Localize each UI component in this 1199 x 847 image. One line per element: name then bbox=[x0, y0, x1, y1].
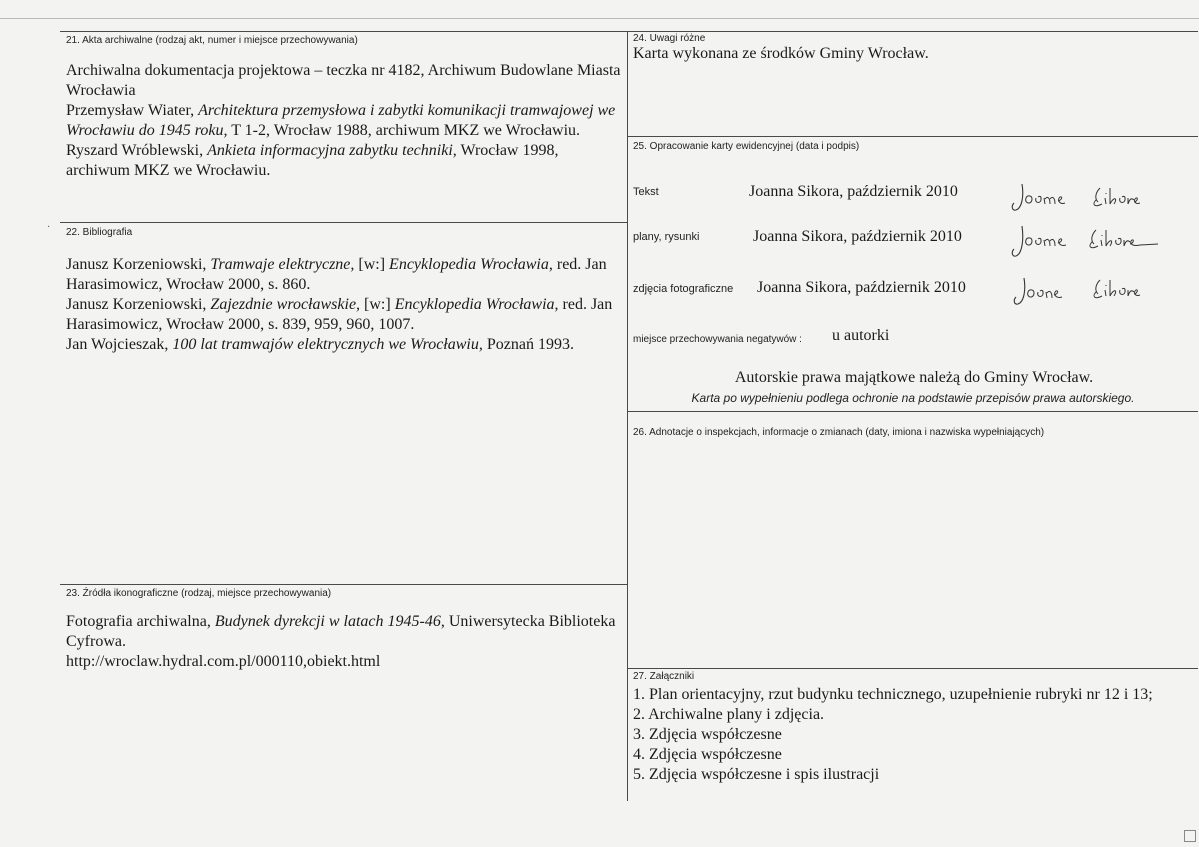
s22-entry-1-author: Janusz Korzeniowski, bbox=[66, 256, 211, 273]
s25-row-3-label: zdjęcia fotograficzne bbox=[633, 283, 734, 295]
s25-row-3-value: Joanna Sikora, październik 2010 bbox=[757, 279, 966, 296]
scan-edge-mark: · bbox=[47, 222, 51, 233]
s23-entry-1-rest: , Uniwersytecka Biblioteka Cyfrowa. bbox=[66, 613, 616, 650]
top-border bbox=[0, 18, 1199, 19]
s26-header: 26. Adnotacje o inspekcjach, informacje o zmianach (daty, imiona i nazwiska wypełniających) bbox=[633, 427, 1045, 438]
s27-item-5: 5. Zdjęcia współczesne i spis ilustracji bbox=[633, 766, 880, 783]
s21-entry-3-title: Ankieta informacyjna zabytku techniki, bbox=[207, 142, 457, 159]
rule-s22-s23 bbox=[60, 584, 627, 585]
s25-row-2-label: plany, rysunki bbox=[633, 231, 700, 243]
rule-s25-s26 bbox=[628, 411, 1198, 412]
s22-entry-3 bbox=[66, 335, 621, 355]
s27-header: 27. Załączniki bbox=[633, 671, 695, 682]
s21-entry-2 bbox=[66, 101, 621, 141]
s22-entry-3-title: 100 lat tramwajów elektrycznych we Wrocławiu, bbox=[172, 336, 483, 353]
s22-header: 22. Bibliografia bbox=[66, 227, 133, 238]
rule-s26-s27 bbox=[628, 668, 1198, 669]
s21-body bbox=[66, 61, 621, 181]
center-divider bbox=[627, 31, 628, 801]
s24-header: 24. Uwagi różne bbox=[633, 33, 706, 44]
s27-list bbox=[633, 685, 1198, 785]
s22-entry-3-rest: Poznań 1993. bbox=[482, 336, 574, 353]
s23-header: 23. Źródła ikonograficzne (rodzaj, miejsce przechowywania) bbox=[66, 588, 332, 599]
s27-item-2: 2. Archiwalne plany i zdjęcia. bbox=[633, 706, 825, 723]
s27-item-4: 4. Zdjęcia współczesne bbox=[633, 746, 782, 763]
s22-entry-1-book: Encyklopedia Wrocławia bbox=[389, 256, 549, 273]
s22-entry-1-title: Tramwaje elektryczne, bbox=[210, 256, 355, 273]
signature-3 bbox=[1012, 276, 1142, 310]
s25-negatives-label: miejsce przechowywania negatywów : bbox=[633, 334, 802, 345]
rule-s24-s25 bbox=[628, 136, 1198, 137]
s22-entry-2-book: Encyklopedia Wrocławia bbox=[394, 296, 555, 313]
s21-entry-2-author: Przemysław Wiater, bbox=[66, 102, 199, 119]
right-top-rule bbox=[628, 31, 1198, 32]
s25-header: 25. Opracowanie karty ewidencyjnej (data i podpis) bbox=[633, 141, 860, 152]
s25-row-2-value: Joanna Sikora, październik 2010 bbox=[753, 228, 962, 245]
s21-entry-3-author: Ryszard Wróblewski, bbox=[66, 142, 208, 159]
s23-body bbox=[66, 612, 621, 672]
signature-1 bbox=[1010, 178, 1140, 218]
s22-entry-2-rest: , red. Jan Harasimowicz, Wrocław 2000, s. 839, 959, 960, 1007. bbox=[66, 296, 613, 333]
s22-entry-2-title: Zajezdnie wrocławskie, bbox=[210, 296, 361, 313]
s25-row-1-label: Tekst bbox=[633, 186, 659, 198]
s23-entry-1 bbox=[66, 612, 621, 652]
s21-entry-2-title: Architektura przemysłowa i zabytki komunikacji tramwajowej we Wrocławiu do 1945 roku, bbox=[66, 102, 616, 139]
s22-entry-1-in: [w:] bbox=[354, 256, 390, 273]
s21-entry-3 bbox=[66, 141, 621, 181]
s21-entry-3-rest: Wrocław 1998, archiwum MKZ we Wrocławiu. bbox=[66, 142, 559, 179]
s25-row-1-value: Joanna Sikora, październik 2010 bbox=[749, 183, 958, 200]
s27-item-3: 3. Zdjęcia współczesne bbox=[633, 726, 782, 743]
left-top-rule bbox=[60, 31, 627, 32]
s23-entry-1-pre: Fotografia archiwalna, bbox=[66, 613, 215, 630]
s25-rights-line-2: Karta po wypełnieniu podlega ochronie na podstawie przepisów prawa autorskiego. bbox=[691, 391, 1135, 405]
rule-s21-s22 bbox=[60, 222, 627, 223]
scan-corner-mark bbox=[1184, 830, 1196, 842]
signature-2 bbox=[1010, 222, 1160, 264]
s22-entry-2 bbox=[66, 295, 621, 335]
s21-entry-2-rest: T 1-2, Wrocław 1988, archiwum MKZ we Wrocławiu. bbox=[227, 122, 581, 139]
s22-entry-2-author: Janusz Korzeniowski, bbox=[66, 296, 211, 313]
s23-url: http://wroclaw.hydral.com.pl/000110,obiekt.html bbox=[66, 653, 381, 670]
s22-body bbox=[66, 255, 621, 355]
s22-entry-1 bbox=[66, 255, 621, 295]
s24-text: Karta wykonana ze środków Gminy Wrocław. bbox=[633, 45, 929, 62]
s22-entry-2-in: [w:] bbox=[360, 296, 395, 313]
s21-entry-1: Archiwalna dokumentacja projektowa – teczka nr 4182, Archiwum Budowlane Miasta Wrocławia bbox=[66, 62, 621, 99]
s27-item-1: 1. Plan orientacyjny, rzut budynku technicznego, uzupełnienie rubryki nr 12 i 13; bbox=[633, 686, 1153, 703]
s22-entry-3-author: Jan Wojcieszak, bbox=[66, 336, 173, 353]
s23-entry-1-title: Budynek dyrekcji w latach 1945-46 bbox=[214, 613, 441, 630]
s22-entry-1-rest: , red. Jan Harasimowicz, Wrocław 2000, s. 860. bbox=[66, 256, 607, 293]
s25-negatives-value: u autorki bbox=[832, 327, 890, 344]
s21-header: 21. Akta archiwalne (rodzaj akt, numer i miejsce przechowywania) bbox=[66, 35, 358, 46]
s25-rights-line-1: Autorskie prawa majątkowe należą do Gminy Wrocław. bbox=[734, 369, 1094, 386]
